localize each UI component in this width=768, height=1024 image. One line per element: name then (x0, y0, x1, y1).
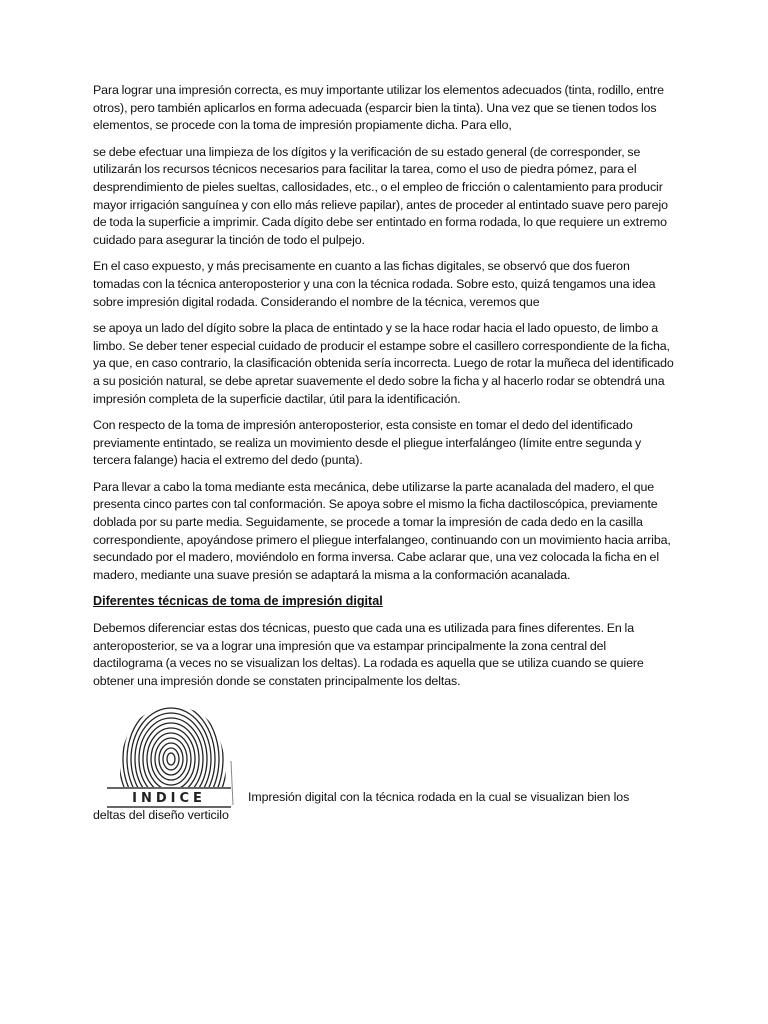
paragraph-5: Con respecto de la toma de impresión anteroposterior, esta consiste en tomar el dedo del identificado previamente entintado, se realiza un movimiento desde el pliegue interfalángeo (límite entre segunda y tercera falange) hacia el extremo del dedo (punta). (93, 418, 642, 468)
figure (93, 699, 676, 823)
logo-text: INDICE (132, 791, 206, 807)
fingerprint-icon (105, 701, 235, 813)
figure-caption-line-1: Impresión digital con la técnica rodada en la cual se visualizan bien los (248, 790, 630, 805)
figure-caption-line-2: deltas del diseño verticilo (93, 808, 229, 823)
paragraph-3: En el caso expuesto, y más precisamente en cuanto a las fichas digitales, se observó que dos fueron tomadas con la técnica anteroposterior y una con la técnica rodada. Sobre esto, quizá tengamos una idea sobre impresión digital rodada. Considerando el nombre de la técnica, veremos que (93, 259, 656, 309)
paragraph-6: Para llevar a cabo la toma mediante esta mecánica, debe utilizarse la parte acanalada del madero, el que presenta cinco partes con tal conformación. Se apoya sobre el mismo la ficha dactiloscópica, previamente doblada por su parte media. Seguidamente, se procede a tomar la impresión de cada dedo en la casilla correspondiente, apoyándose primero el pliegue interfalangeo, continuando con un movimiento hacia arriba, secundado por el madero, moviéndolo en forma inversa. Cabe aclarar que, una vez colocada la ficha en el madero, mediante una suave presión se adaptará la misma a la conformación acanalada. (93, 479, 671, 582)
paragraph-2: se debe efectuar una limpieza de los dígitos y la verificación de su estado general (de corresponder, se utilizarán los recursos técnicos necesarios para facilitar la tarea, como el uso de piedra pómez, para el desprendimiento de pieles sueltas, callosidades, etc., o el empleo de fricción o calentamiento para producir mayor irrigación sanguínea y con ello más relieve papilar), antes de proceder al entintado suave pero parejo de toda la superficie a imprimir. Cada dígito debe ser entintado en forma rodada, lo que requiere un extremo cuidado para asegurar la tinción de todo el pulpejo. (93, 144, 668, 247)
document-page (93, 82, 676, 823)
section-heading: Diferentes técnicas de toma de impresión digital (93, 594, 383, 609)
paragraph-1: Para lograr una impresión correcta, es muy importante utilizar los elementos adecuados (tinta, rodillo, entre otros), pero también aplicarlos en forma adecuada (esparcir bien la tinta). Una vez que se tienen todos los elementos, se procede con la toma de impresión propiamente dicha. Para ello, (93, 83, 664, 133)
section-paragraph: Debemos diferenciar estas dos técnicas, puesto que cada una es utilizada para fines diferentes. En la anteroposterior, se va a lograr una impresión que va estampar principalmente la zona central del dactilograma (a veces no se visualizan los deltas). La rodada es aquella que se utiliza cuando se quiere obtener una impresión donde se constaten principalmente los deltas. (93, 621, 644, 688)
paragraph-4: se apoya un lado del dígito sobre la placa de entintado y se la hace rodar hacia el lado opuesto, de limbo a limbo. Se deber tener especial cuidado de producir el estampe sobre el casillero correspondiente de la ficha, ya que, en caso contrario, la clasificación obtenida sería incorrecta. Luego de rotar la muñeca del identificado a su posición natural, se debe apretar suavemente el dedo sobre la ficha y al hacerlo rodar se obtendrá una impresión completa de la superficie dactilar, útil para la identificación. (93, 321, 674, 406)
